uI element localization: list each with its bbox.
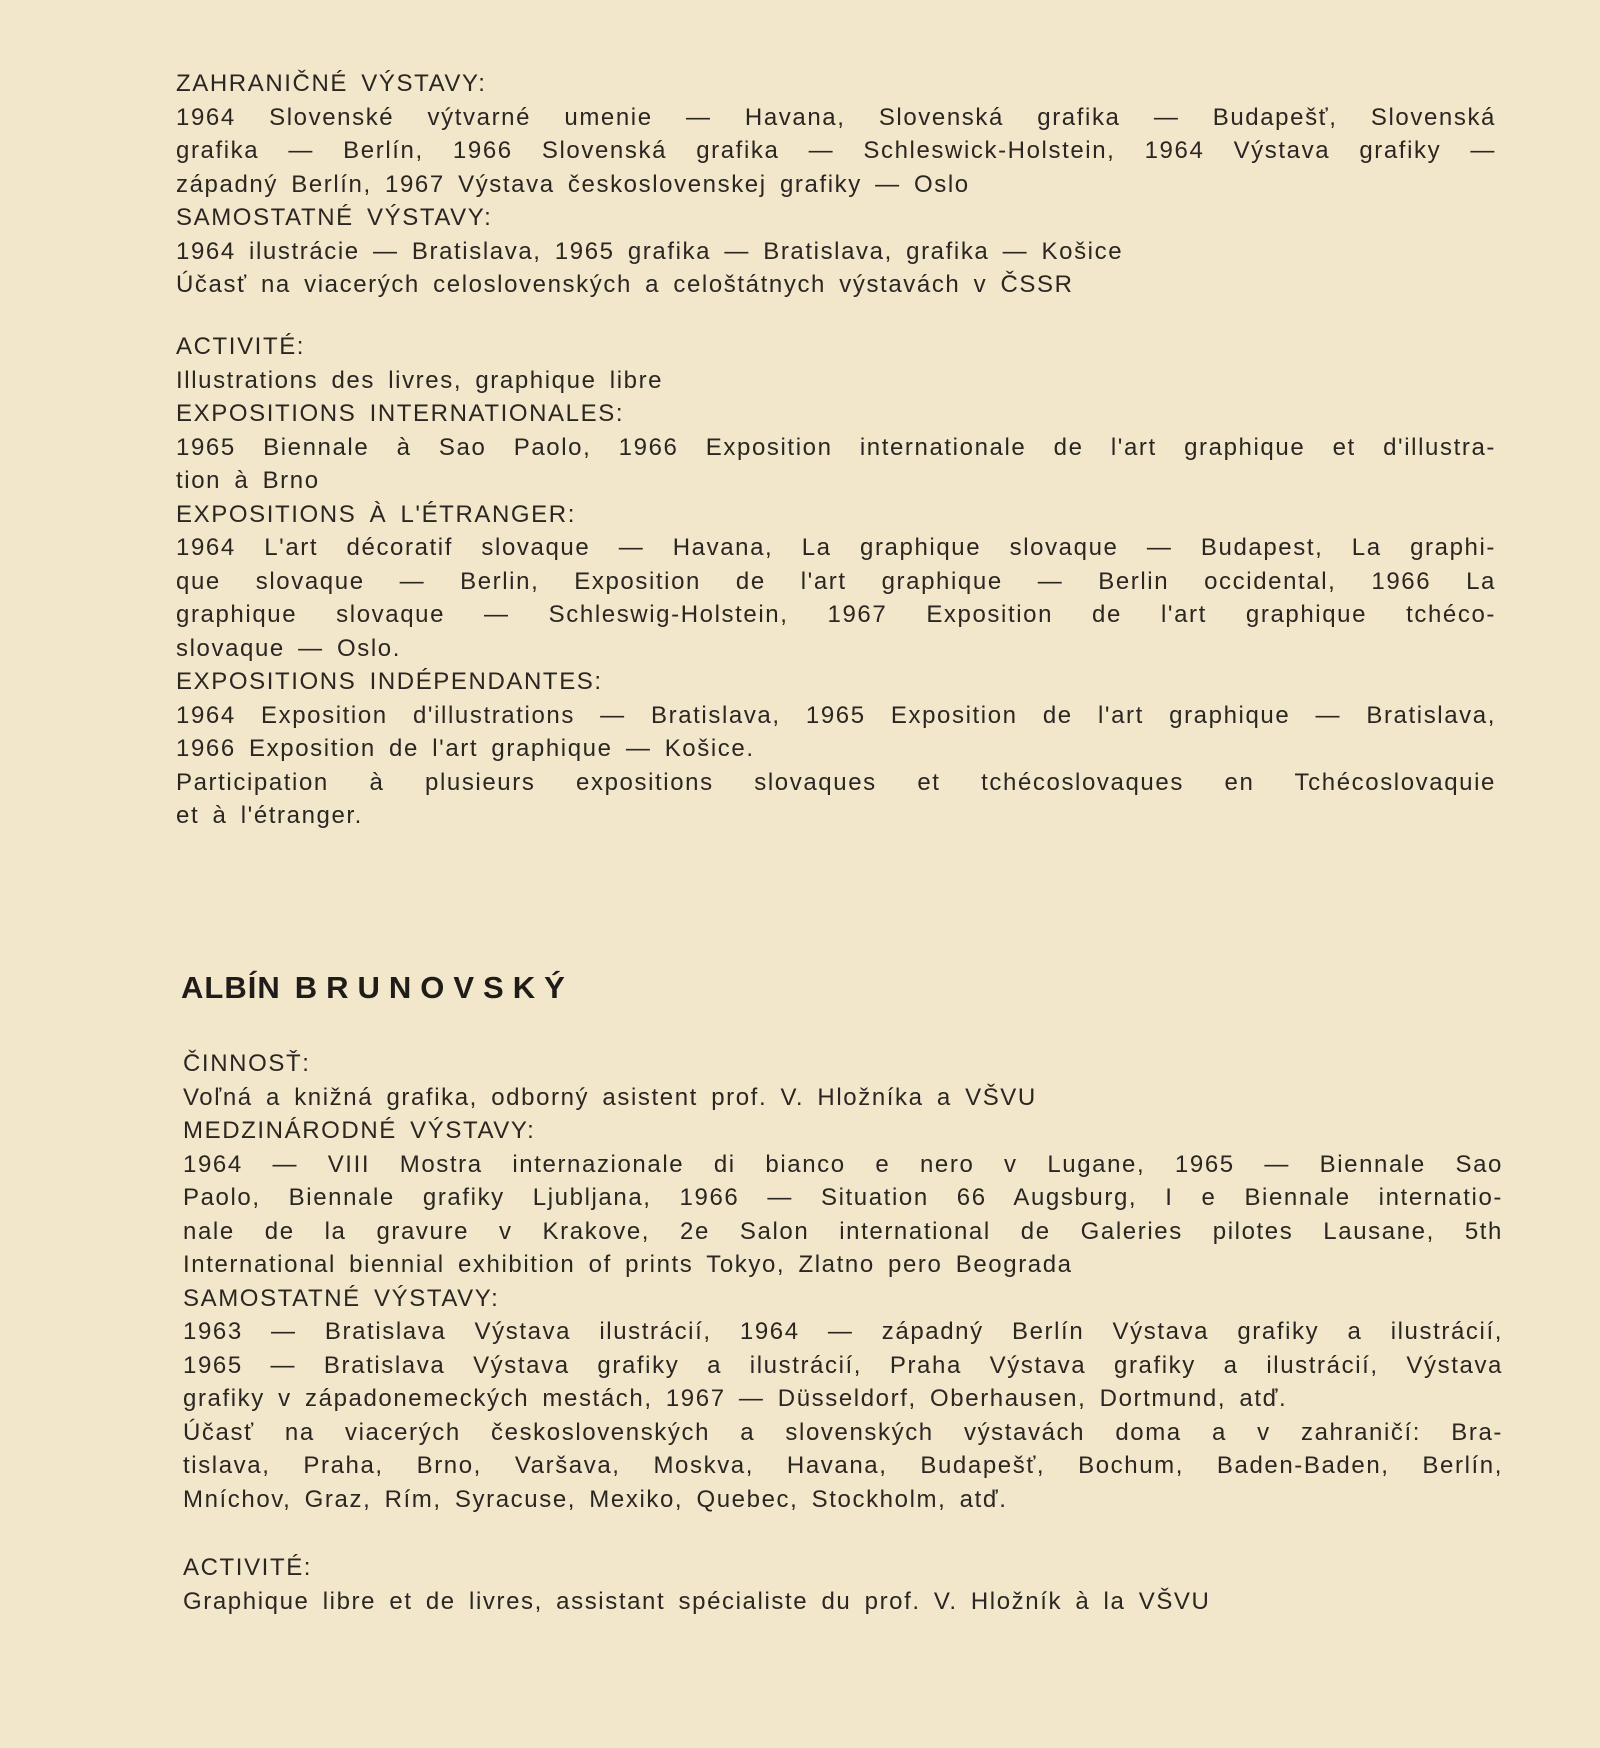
paragraph-line: 1964 Exposition d'illustrations — Bratislava, 1965 Exposition de l'art graphique — Bratislava, bbox=[176, 701, 1496, 729]
paragraph-line: 1964 L'art décoratif slovaque — Havana, La graphique slovaque — Budapest, La graphi- bbox=[176, 534, 1496, 561]
artist-first-name: ALBÍN bbox=[181, 970, 281, 1005]
section2-slovak bbox=[183, 1047, 1503, 1516]
section-heading: ACTIVITÉ: bbox=[183, 1554, 313, 1581]
paragraph-line: Mníchov, Graz, Rím, Syracuse, Mexiko, Quebec, Stockholm, atď. bbox=[183, 1485, 1008, 1513]
artist-name-heading bbox=[181, 970, 574, 1006]
paragraph-line: International biennial exhibition of prints Tokyo, Zlatno pero Beograda bbox=[183, 1251, 1073, 1278]
paragraph-line: que slovaque — Berlin, Exposition de l'art graphique — Berlin occidental, 1966 La bbox=[176, 567, 1496, 595]
paragraph-line: 1965 — Bratislava Výstava grafiky a ilustrácií, Praha Výstava grafiky a ilustrácií, Výstava bbox=[183, 1351, 1503, 1379]
section-heading: ZAHRANIČNÉ VÝSTAVY: bbox=[176, 70, 487, 97]
paragraph-line: grafika — Berlín, 1966 Slovenská grafika — Schleswick-Holstein, 1964 Výstava grafiky — bbox=[176, 137, 1496, 164]
paragraph-line: et à l'étranger. bbox=[176, 802, 363, 829]
section-heading: EXPOSITIONS À L'ÉTRANGER: bbox=[176, 500, 576, 528]
paragraph-line: slovaque — Oslo. bbox=[176, 634, 402, 662]
paragraph-line: 1963 — Bratislava Výstava ilustrácií, 1964 — západný Berlín Výstava grafiky a ilustrácií, bbox=[183, 1318, 1503, 1345]
paragraph-line: 1964 Slovenské výtvarné umenie — Havana, Slovenská grafika — Budapešť, Slovenská bbox=[176, 103, 1496, 131]
paragraph-line: 1965 Biennale à Sao Paolo, 1966 Exposition internationale de l'art graphique et d'illustra- bbox=[176, 433, 1496, 461]
paragraph-line: Účasť na viacerých celoslovenských a celoštátnych výstavách v ČSSR bbox=[176, 271, 1074, 298]
artist-surname: BRUNOVSKÝ bbox=[294, 970, 574, 1005]
paragraph-line: Voľná a knižná grafika, odborný asistent prof. V. Hložníka a VŠVU bbox=[183, 1083, 1037, 1111]
paragraph-line: Účasť na viacerých československých a slovenských výstavách doma a v zahraničí: Bra- bbox=[183, 1418, 1503, 1446]
section-heading: EXPOSITIONS INDÉPENDANTES: bbox=[176, 668, 603, 695]
paragraph-line: tion à Brno bbox=[176, 467, 320, 494]
paragraph-line: grafiky v západonemeckých mestách, 1967 — Düsseldorf, Oberhausen, Dortmund, atď. bbox=[183, 1385, 1288, 1412]
section2-french bbox=[183, 1551, 1503, 1618]
paragraph-line: graphique slovaque — Schleswig-Holstein, 1967 Exposition de l'art graphique tchéco- bbox=[176, 601, 1496, 628]
section-heading: SAMOSTATNÉ VÝSTAVY: bbox=[183, 1284, 500, 1312]
paragraph-line: 1964 — VIII Mostra internazionale di bianco e nero v Lugane, 1965 — Biennale Sao bbox=[183, 1150, 1503, 1178]
paragraph-line: Graphique libre et de livres, assistant spécialiste du prof. V. Hložník à la VŠVU bbox=[183, 1587, 1211, 1615]
paragraph-line: 1964 ilustrácie — Bratislava, 1965 grafika — Bratislava, grafika — Košice bbox=[176, 237, 1124, 265]
paragraph-line: Illustrations des livres, graphique libre bbox=[176, 366, 664, 394]
paragraph-line: tislava, Praha, Brno, Varšava, Moskva, Havana, Budapešť, Bochum, Baden-Baden, Berlín, bbox=[183, 1452, 1503, 1479]
section1-slovak bbox=[176, 67, 1496, 302]
paragraph-line: Paolo, Biennale grafiky Ljubljana, 1966 — Situation 66 Augsburg, I e Biennale internatio- bbox=[183, 1184, 1503, 1211]
section-heading: ČINNOSŤ: bbox=[183, 1050, 311, 1077]
section-heading: EXPOSITIONS INTERNATIONALES: bbox=[176, 400, 625, 427]
paragraph-line: nale de la gravure v Krakove, 2e Salon international de Galeries pilotes Lausane, 5th bbox=[183, 1217, 1503, 1245]
section-heading: MEDZINÁRODNÉ VÝSTAVY: bbox=[183, 1117, 536, 1144]
paragraph-line: 1966 Exposition de l'art graphique — Košice. bbox=[176, 735, 755, 762]
paragraph-line: západný Berlín, 1967 Výstava československej grafiky — Oslo bbox=[176, 170, 970, 198]
section-heading: ACTIVITÉ: bbox=[176, 333, 306, 360]
paragraph-line: Participation à plusieurs expositions slovaques et tchécoslovaques en Tchécoslovaquie bbox=[176, 768, 1496, 796]
section1-french bbox=[176, 330, 1496, 833]
section-heading: SAMOSTATNÉ VÝSTAVY: bbox=[176, 204, 493, 231]
